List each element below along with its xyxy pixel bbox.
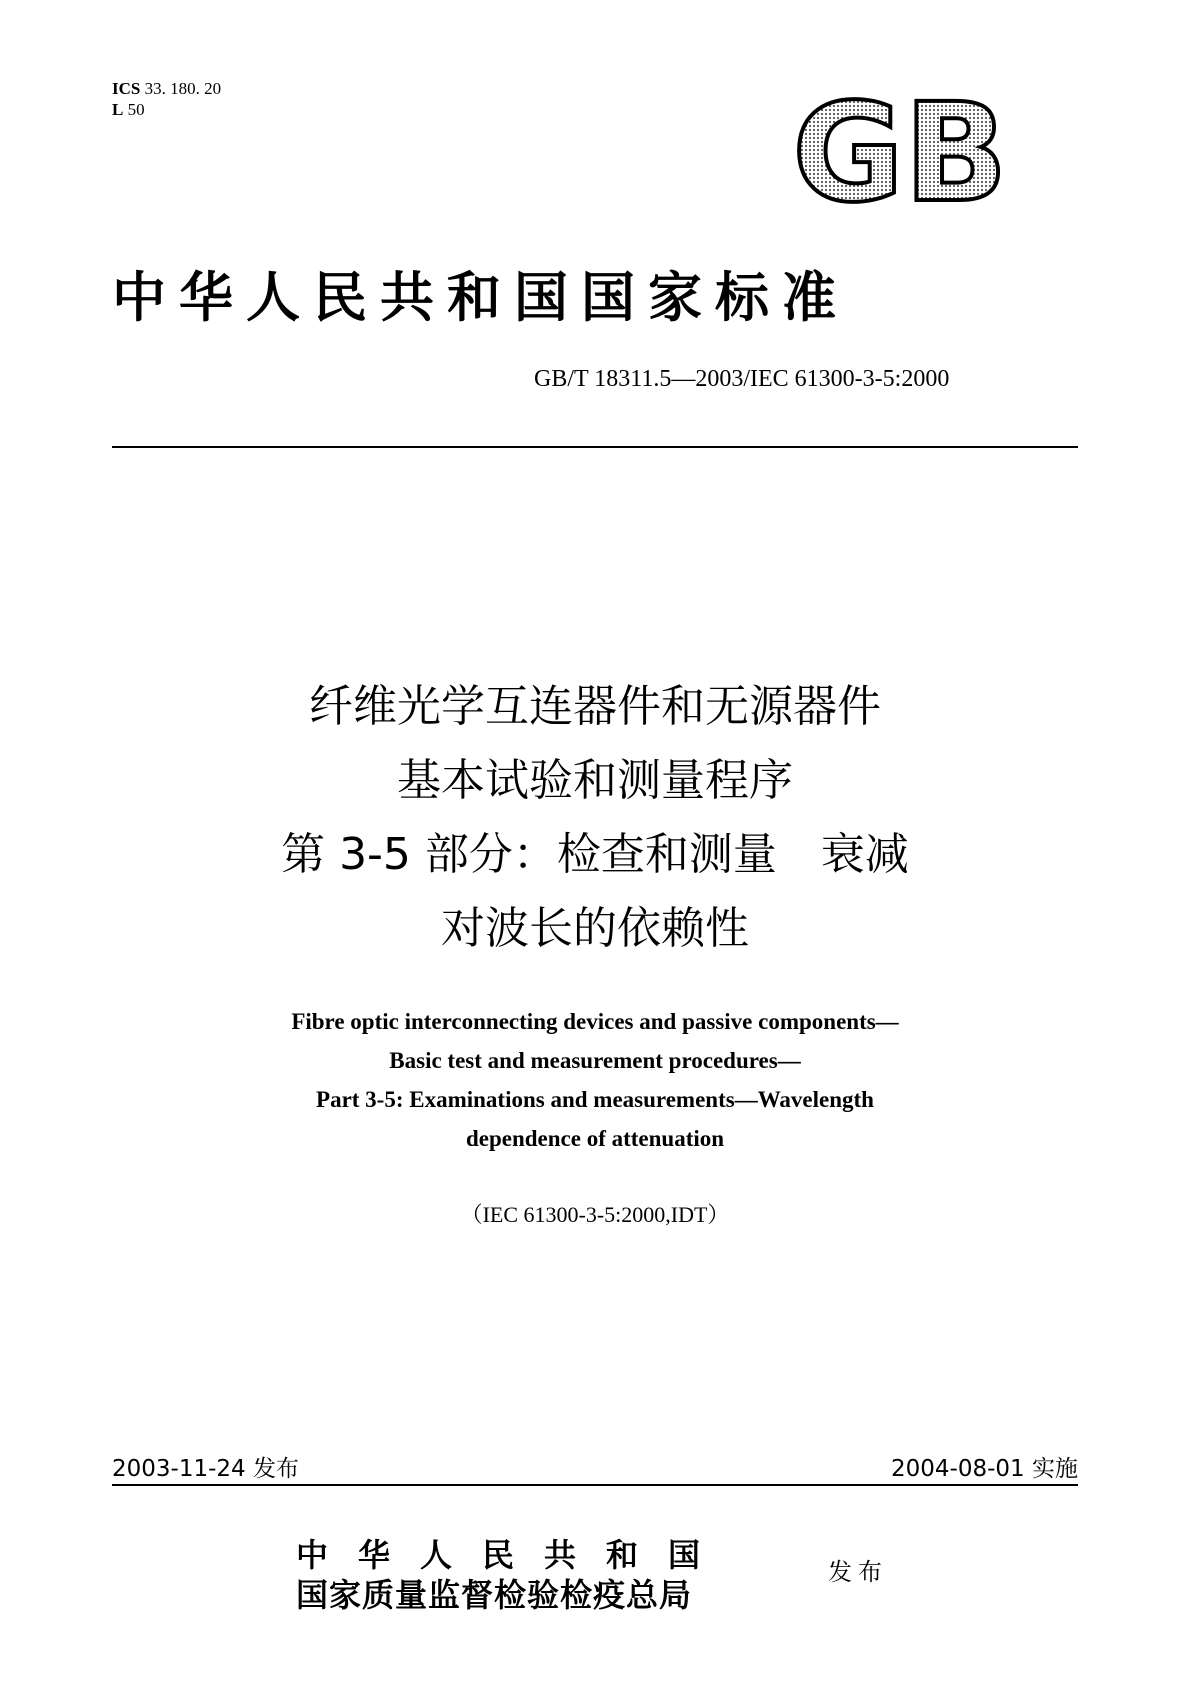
chinese-title-line: 第 3-5 部分：检查和测量 衰减 [281, 829, 909, 880]
english-title-line: Part 3-5: Examinations and measurements—Wavelength [316, 1087, 874, 1112]
chinese-title [112, 670, 1078, 966]
english-title-line: Fibre optic interconnecting devices and passive components— [291, 1009, 899, 1034]
issue-date: 2003-11-24 发布 [112, 1456, 299, 1482]
classification-line [112, 99, 221, 120]
classification-code: 50 [127, 100, 145, 119]
classification-label: L [112, 100, 124, 119]
english-title-line: Basic test and measurement procedures— [389, 1048, 801, 1073]
ics-label: ICS [112, 79, 141, 98]
gb-logo [780, 92, 1020, 214]
publisher-line-2: 国家质量监督检验检疫总局 [296, 1576, 693, 1614]
publisher-line-1: 中华人民共和国 [296, 1536, 731, 1574]
equivalence-note: （IEC 61300-3-5:2000,IDT） [460, 1202, 730, 1227]
implementation-date: 2004-08-01 实施 [891, 1456, 1078, 1482]
ics-line [112, 78, 221, 99]
chinese-title-line: 对波长的依赖性 [441, 903, 749, 954]
chinese-title-line: 纤维光学互连器件和无源器件 [309, 681, 881, 732]
publish-action: 发布 [828, 1558, 888, 1586]
ics-code: 33. 180. 20 [144, 79, 222, 98]
ics-block [112, 78, 221, 120]
english-title [112, 1002, 1078, 1158]
standard-number: GB/T 18311.5—2003/IEC 61300-3-5:2000 [534, 366, 950, 392]
english-title-line: dependence of attenuation [465, 1126, 725, 1151]
header-divider [112, 446, 1078, 448]
national-standard-title: 中华人民共和国国家标准 [112, 265, 849, 329]
footer-divider [112, 1484, 1078, 1486]
chinese-title-line: 基本试验和测量程序 [397, 755, 793, 806]
gb-logo-text: GB [792, 92, 1008, 214]
